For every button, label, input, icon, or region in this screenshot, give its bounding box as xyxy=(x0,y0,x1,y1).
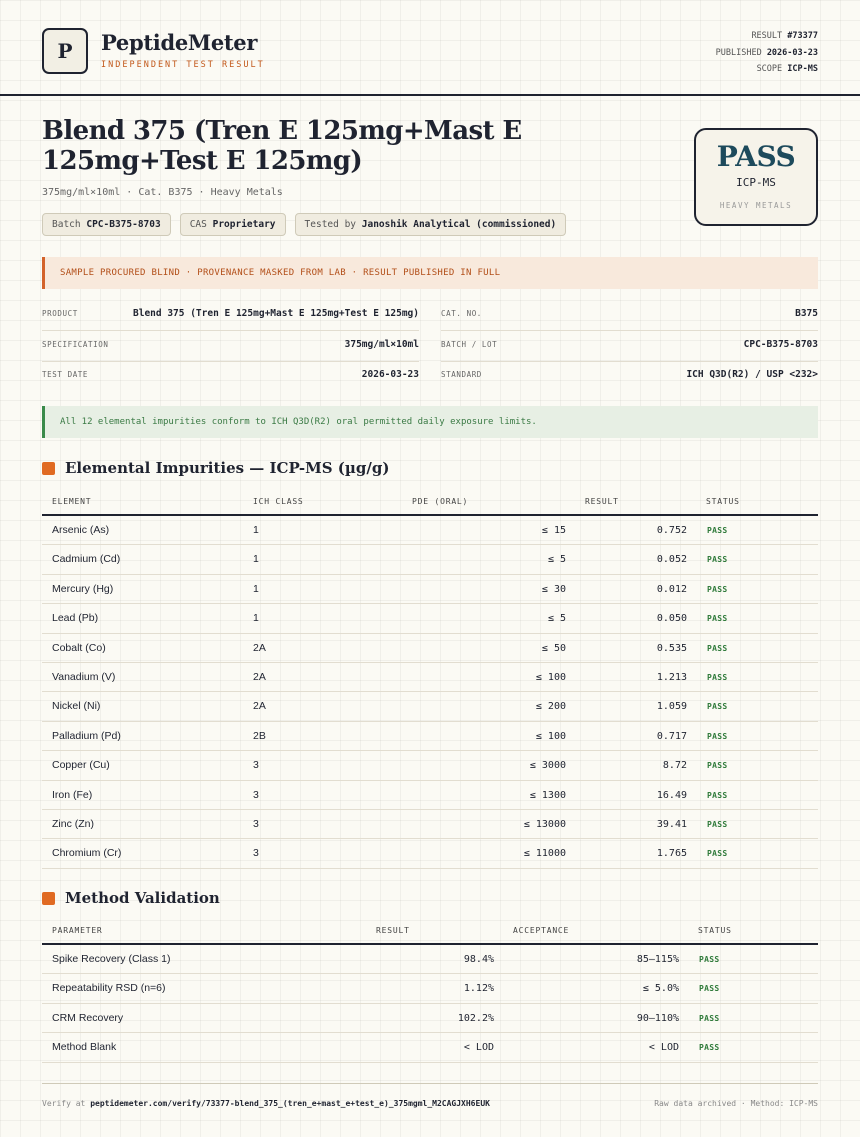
parameter-cell: Method Blank xyxy=(52,1041,117,1054)
table-row xyxy=(42,634,818,663)
acceptance-cell: 90–110% xyxy=(636,1012,679,1024)
result-cell: 39.41 xyxy=(656,818,687,830)
verdict-method: ICP-MS xyxy=(736,176,776,189)
info-row-product xyxy=(42,301,419,331)
verify-text xyxy=(42,1099,490,1108)
ich-class-cell: 3 xyxy=(253,788,259,801)
info-label: PRODUCT xyxy=(42,309,78,318)
element-cell: Copper (Cu) xyxy=(52,759,110,772)
result-cell: 102.2% xyxy=(457,1012,494,1024)
brand-tagline: INDEPENDENT TEST RESULT xyxy=(101,60,265,70)
info-value: CPC-B375-8703 xyxy=(743,339,818,350)
pde-cell: ≤ 100 xyxy=(535,730,566,742)
pde-cell: ≤ 30 xyxy=(541,583,566,595)
status-badge: PASS xyxy=(707,790,728,800)
validation-table-body xyxy=(42,945,818,1063)
column-header: ELEMENT xyxy=(52,497,92,506)
archive-note: Raw data archived · Method: ICP-MS xyxy=(654,1099,818,1108)
product-title: Blend 375 (Tren E 125mg+Mast E 125mg+Test E 125mg) xyxy=(42,116,522,176)
element-cell: Arsenic (As) xyxy=(52,524,110,536)
element-cell: Cadmium (Cd) xyxy=(52,553,121,566)
section-marker-icon xyxy=(42,892,55,905)
status-badge: PASS xyxy=(707,526,728,535)
validation-table xyxy=(42,920,818,1063)
ich-class-cell: 1 xyxy=(253,524,259,536)
element-cell: Mercury (Hg) xyxy=(52,582,114,595)
info-row-batch-lot xyxy=(441,332,818,362)
parameter-cell: CRM Recovery xyxy=(52,1011,124,1024)
result-cell: 0.535 xyxy=(656,642,687,654)
validation-title: Method Validation xyxy=(65,889,220,907)
verify-label: Verify at xyxy=(42,1099,86,1108)
pde-cell: ≤ 11000 xyxy=(523,848,566,860)
table-row xyxy=(42,751,818,780)
batch-chip-value: CPC-B375-8703 xyxy=(86,219,161,230)
table-row xyxy=(42,1004,818,1033)
result-cell: 1.12% xyxy=(463,983,494,995)
verdict-category: HEAVY METALS xyxy=(719,201,793,210)
product-chips xyxy=(42,213,566,236)
impurities-table-body xyxy=(42,516,818,869)
status-badge: PASS xyxy=(707,643,728,653)
element-cell: Chromium (Cr) xyxy=(52,847,122,860)
parameter-cell: Repeatability RSD (n=6) xyxy=(52,982,166,995)
status-badge: PASS xyxy=(707,702,728,712)
acceptance-cell: ≤ 5.0% xyxy=(642,983,679,995)
element-cell: Zinc (Zn) xyxy=(52,817,94,830)
tested-by-value: Janoshik Analytical (commissioned) xyxy=(361,219,557,230)
result-cell: 1.765 xyxy=(656,848,687,860)
info-row-standard xyxy=(441,362,818,392)
element-cell: Nickel (Ni) xyxy=(52,700,101,713)
pde-cell: ≤ 15 xyxy=(541,525,566,536)
info-label: STANDARD xyxy=(441,370,482,379)
info-row-cat-no xyxy=(441,301,818,331)
parameter-cell: Spike Recovery (Class 1) xyxy=(52,953,171,965)
column-header: ICH CLASS xyxy=(253,497,304,506)
published-label: PUBLISHED xyxy=(715,47,762,58)
acceptance-cell: 85–115% xyxy=(636,954,679,965)
pde-cell: ≤ 13000 xyxy=(523,818,566,830)
cas-chip xyxy=(180,213,286,236)
result-cell: 0.752 xyxy=(656,525,687,536)
info-label: SPECIFICATION xyxy=(42,340,109,349)
status-badge: PASS xyxy=(707,614,728,624)
info-value: 375mg/ml×10ml xyxy=(344,339,419,350)
info-label: CAT. NO. xyxy=(441,309,482,318)
brand-name: PeptideMeter xyxy=(101,30,258,55)
pde-cell: ≤ 1300 xyxy=(529,789,566,801)
info-value: 2026-03-23 xyxy=(361,369,419,380)
column-header: ACCEPTANCE xyxy=(513,926,570,935)
element-cell: Palladium (Pd) xyxy=(52,729,121,742)
table-row xyxy=(42,810,818,839)
acceptance-cell: < LOD xyxy=(648,1042,679,1054)
column-header: PDE (ORAL) xyxy=(412,497,469,506)
ich-class-cell: 2B xyxy=(253,729,266,742)
result-cell: 0.717 xyxy=(656,730,687,742)
element-cell: Vanadium (V) xyxy=(52,670,116,683)
impurities-title: Elemental Impurities — ICP-MS (µg/g) xyxy=(65,459,390,477)
table-row xyxy=(42,974,818,1003)
impurities-table-header xyxy=(42,491,818,516)
pde-cell: ≤ 100 xyxy=(535,671,566,683)
scope-label: SCOPE xyxy=(756,64,783,74)
page-header xyxy=(0,0,860,96)
column-header: RESULT xyxy=(376,926,410,935)
status-badge: PASS xyxy=(699,1013,720,1023)
table-row xyxy=(42,692,818,721)
result-number: #73377 xyxy=(787,31,818,41)
cas-chip-label: CAS xyxy=(189,219,207,230)
status-badge: PASS xyxy=(707,849,728,859)
impurities-heading xyxy=(42,459,389,477)
status-badge: PASS xyxy=(707,731,728,741)
verdict-card xyxy=(694,128,818,226)
batch-chip xyxy=(42,213,171,236)
element-cell: Lead (Pb) xyxy=(52,612,99,625)
table-row xyxy=(42,781,818,810)
ich-class-cell: 1 xyxy=(253,553,259,566)
ich-class-cell: 3 xyxy=(253,817,259,830)
info-label: BATCH / LOT xyxy=(441,340,498,349)
section-marker-icon xyxy=(42,462,55,475)
table-row xyxy=(42,663,818,692)
status-badge: PASS xyxy=(707,819,728,829)
column-header: PARAMETER xyxy=(52,926,103,935)
status-badge: PASS xyxy=(707,584,728,594)
result-cell: < LOD xyxy=(463,1042,494,1054)
scope-value: ICP-MS xyxy=(787,64,818,74)
info-value: ICH Q3D(R2) / USP <232> xyxy=(686,369,818,380)
result-cell: 0.052 xyxy=(656,554,687,566)
pde-cell: ≤ 50 xyxy=(541,642,566,654)
pde-cell: ≤ 5 xyxy=(547,554,566,566)
element-cell: Cobalt (Co) xyxy=(52,641,106,654)
table-row xyxy=(42,516,818,545)
result-cell: 1.213 xyxy=(656,671,687,683)
result-meta xyxy=(716,28,818,78)
verify-link[interactable]: peptidemeter.com/verify/73377-blend_375_(tren_e+mast_e+test_e)_375mgml_M2CAGJXH6EUK xyxy=(90,1099,490,1108)
info-row-test-date xyxy=(42,362,419,392)
product-subtitle: 375mg/ml×10ml · Cat. B375 · Heavy Metals xyxy=(42,187,283,198)
table-row xyxy=(42,545,818,574)
validation-heading xyxy=(42,889,220,907)
status-badge: PASS xyxy=(707,555,728,565)
info-value: Blend 375 (Tren E 125mg+Mast E 125mg+Test E 125mg) xyxy=(133,308,419,319)
status-badge: PASS xyxy=(699,955,720,964)
table-row xyxy=(42,604,818,633)
status-badge: PASS xyxy=(707,761,728,771)
ich-class-cell: 1 xyxy=(253,612,259,625)
column-header: STATUS xyxy=(706,497,740,506)
verdict-result: PASS xyxy=(716,140,796,173)
status-badge: PASS xyxy=(699,984,720,994)
table-row xyxy=(42,945,818,974)
result-cell: 16.49 xyxy=(656,789,687,801)
column-header: RESULT xyxy=(585,497,619,506)
info-label: TEST DATE xyxy=(42,370,89,379)
status-badge: PASS xyxy=(699,1043,720,1053)
logo-letter: P xyxy=(57,39,73,63)
table-row xyxy=(42,575,818,604)
result-cell: 98.4% xyxy=(463,954,494,965)
result-cell: 1.059 xyxy=(656,701,687,713)
footer-divider xyxy=(42,1083,818,1084)
pde-cell: ≤ 200 xyxy=(535,701,566,713)
element-cell: Iron (Fe) xyxy=(52,788,93,801)
pde-cell: ≤ 3000 xyxy=(529,760,566,772)
ich-class-cell: 3 xyxy=(253,847,259,860)
table-row xyxy=(42,722,818,751)
cas-chip-value: Proprietary xyxy=(212,219,276,230)
column-header: STATUS xyxy=(698,926,732,935)
result-cell: 8.72 xyxy=(662,760,687,772)
validation-table-header xyxy=(42,920,818,945)
info-value: B375 xyxy=(795,308,818,319)
result-label: RESULT xyxy=(751,31,783,41)
table-row xyxy=(42,839,818,868)
batch-chip-label: Batch xyxy=(52,219,81,230)
published-date: 2026-03-23 xyxy=(766,47,818,58)
table-row xyxy=(42,1033,818,1062)
blind-notice-banner: SAMPLE PROCURED BLIND · PROVENANCE MASKED FROM LAB · RESULT PUBLISHED IN FULL xyxy=(42,257,818,289)
ich-class-cell: 2A xyxy=(253,670,266,683)
ich-class-cell: 3 xyxy=(253,759,259,772)
result-cell: 0.050 xyxy=(656,613,687,625)
ich-class-cell: 2A xyxy=(253,700,266,713)
status-badge: PASS xyxy=(707,672,728,682)
logo-mark xyxy=(42,28,88,74)
ich-class-cell: 2A xyxy=(253,641,266,654)
tested-by-label: Tested by xyxy=(304,219,357,230)
ich-class-cell: 1 xyxy=(253,582,259,595)
info-row-specification xyxy=(42,332,419,362)
pde-cell: ≤ 5 xyxy=(547,613,566,625)
tested-by-chip xyxy=(295,213,567,236)
result-cell: 0.012 xyxy=(656,583,687,595)
impurities-table xyxy=(42,491,818,869)
conformity-banner: All 12 elemental impurities conform to ICH Q3D(R2) oral permitted daily exposure limits. xyxy=(42,406,818,438)
